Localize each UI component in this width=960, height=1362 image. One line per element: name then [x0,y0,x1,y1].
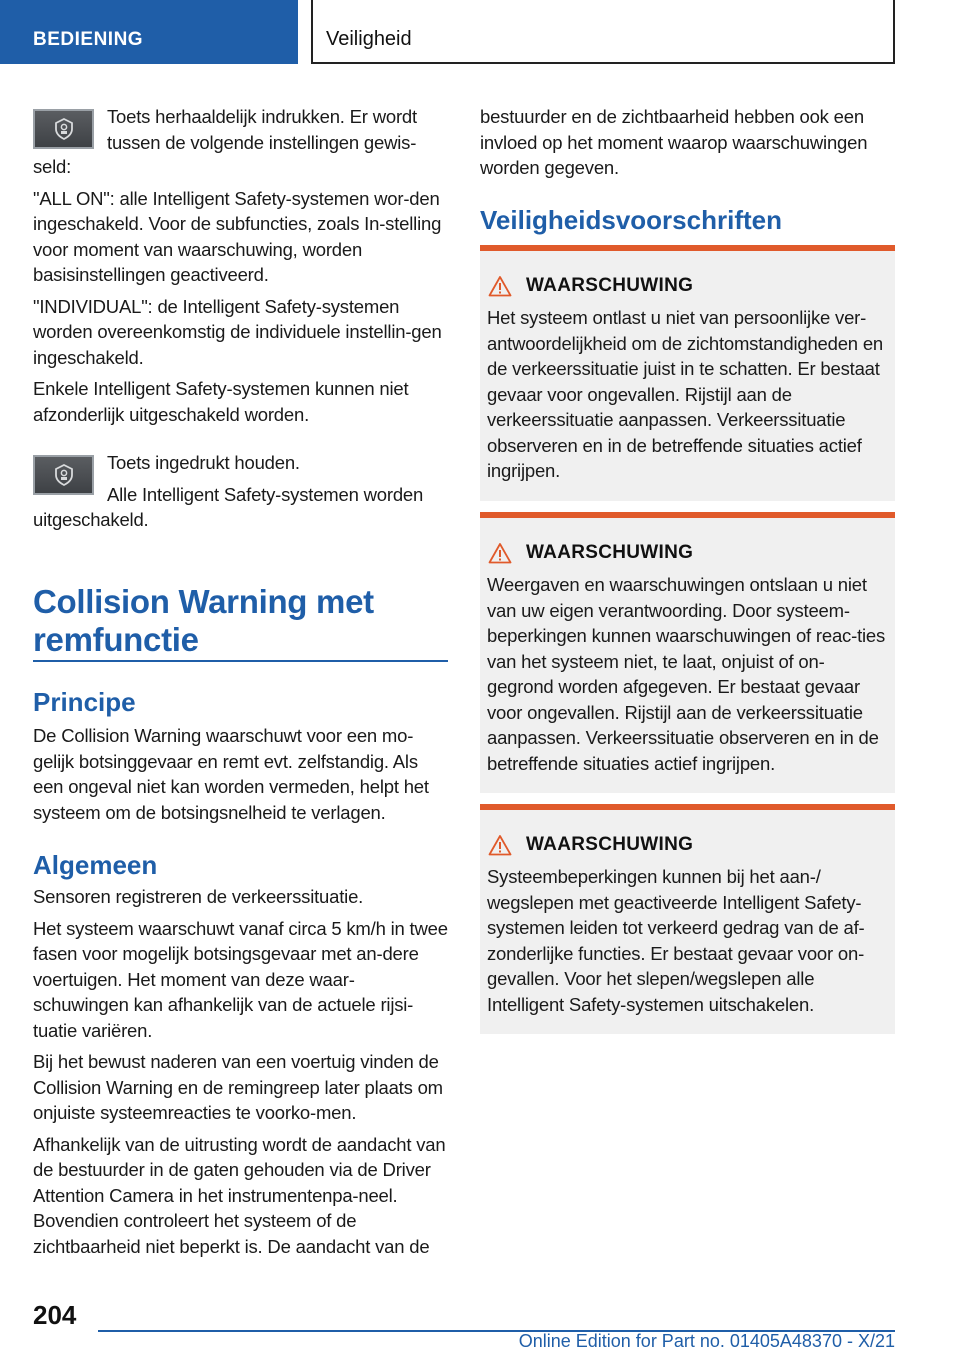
algemeen-paragraph-1: Sensoren registreren de verkeerssituatie. [33,886,364,907]
page-title [33,583,448,659]
button-instruction-2 [33,450,448,510]
algemeen-body [33,884,448,1259]
principe-text: De Collision Warning waarschuwt voor een mo-gelijk botsinggevaar en remt evt. zelfstandig. Als een ongeval niet kan worden vermeden, helpt het systeem om de botsingsnelheid te verlagen. [33,725,429,823]
continued-paragraph: bestuurder en de zichtbaarheid hebben ook een invloed op het moment waarop waarschuwingen worden gegeven. [480,106,868,178]
page-number: 204 [33,1300,77,1330]
button-2-line-1: Toets ingedrukt houden. [107,452,300,473]
title-divider [33,660,448,662]
page-title-line-2: remfunctie [33,621,199,658]
warning-triangle-icon [488,834,512,856]
safety-system-icon [53,463,75,487]
warning-text: Het systeem ontlast u niet van persoonlijke ver-antwoordelijkheid om de zichtomstandigheden en de verkeerssituatie juist in te schatten. Er bestaat gevaar voor ongevallen. Rijstijl aan de verkeerssituatie aanpassen. Verkeerssituatie observeren en in de betreffende situaties actief ingrijpen. [487,307,884,481]
safety-button-image [33,109,94,149]
warning-box-3 [480,804,895,1034]
footer-edition-link[interactable]: Online Edition for Part no. 01405A48370 - X/21 [518,1331,895,1351]
algemeen-paragraph-4: Afhankelijk van de uitrusting wordt de aandacht van de bestuurder in de gaten gehouden via de Driver Attention Camera in het instrumentenpa-neel. Bovendien controleert het systeem of de zichtbaarheid niet beperkt is. De aandacht van de [33,1133,446,1257]
warning-box-1 [480,245,895,501]
chapter-title: Veiligheid [326,28,412,50]
warning-label: WAARSCHUWING [526,542,694,563]
safety-system-icon [53,117,75,141]
left-column-block-1 [33,154,448,427]
warning-text: Weergaven en waarschuwingen ontslaan u niet van uw eigen verantwoording. Door systeem-beperkingen kunnen waarschuwingen of reac-ties van het systeem niet, te laat, onjuist of on-gegrond worden afgegeven. Er bestaat gevaar voor ongevallen. Rijstijl aan de verkeerssituatie aanpassen. Verkeerssituatie observeren en in de betreffende situaties actief ingrijpen. [487,574,886,774]
warning-text: Systeembeperkingen kunnen bij het aan-/ wegslepen met geactiveerde Intelligent Safety-systemen leiden tot verkeerd gedrag van de af-zonderlijke functies. Er bestaat gevaar voor on-gevallen. Voor het slepen/wegslepen alle Intelligent Safety-systemen uitschakelen. [487,866,865,1015]
button-2-line-2: Alle Intelligent Safety-systemen worden [107,483,424,505]
algemeen-paragraph-2: Het systeem waarschuwt vanaf circa 5 km/h in twee fasen voor mogelijk botsingsgevaar met an-dere voertuigen. Het moment van deze waar-schuwingen kan afhankelijk van de actuele rijsi-tuatie variëren. [33,917,448,1041]
section-title: BEDIENING [33,29,144,50]
safety-heading: Veiligheidsvoorschriften [480,205,782,235]
principe-heading: Principe [33,687,136,717]
algemeen-heading: Algemeen [33,850,158,880]
all-on-paragraph: "ALL ON": alle Intelligent Safety-systemen wor-den ingeschakeld. Voor de subfuncties, zoals In-stelling voor moment van waarschuwing, worden basisinstellingen geactiveerd. [33,187,442,285]
button-2-text-continued: uitgeschakeld. [33,509,149,530]
warning-triangle-icon [488,542,512,564]
enkele-paragraph: Enkele Intelligent Safety-systemen kunnen niet afzonderlijk uitgeschakeld worden. [33,378,409,425]
chapter-header [311,0,895,64]
individual-paragraph: "INDIVIDUAL": de Intelligent Safety-systemen worden overeenkomstig de individuele instellin-gen ingeschakeld. [33,295,442,368]
warning-triangle-icon [488,275,512,297]
button-1-text: Toets herhaaldelijk indrukken. Er wordt tussen de volgende instellingen gewis- [107,106,417,153]
section-tab [0,0,298,64]
safety-button-image [33,455,94,495]
warning-label: WAARSCHUWING [526,834,694,855]
warning-label: WAARSCHUWING [526,275,694,296]
page-title-line-1: Collision Warning met [33,583,374,620]
algemeen-paragraph-3: Bij het bewust naderen van een voertuig vinden de Collision Warning en de remingreep later plaats om onjuiste systeemreacties te voorko-men. [33,1051,443,1123]
button-1-text-continued: seld: [33,156,72,177]
warning-box-2 [480,512,895,793]
